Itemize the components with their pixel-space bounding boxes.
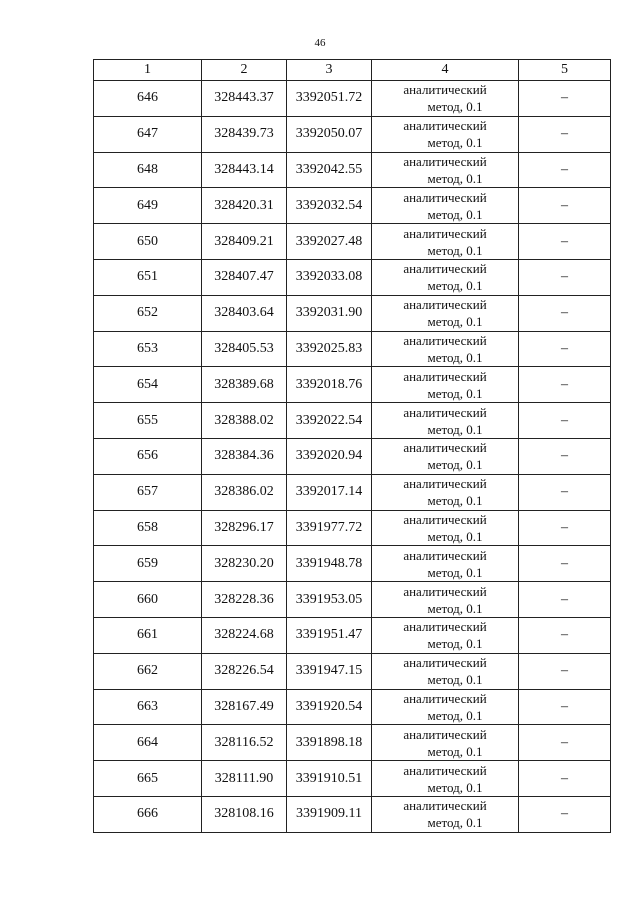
method-text-line-2: метод, 0.1 [427, 815, 483, 831]
method-text-line-2: метод, 0.1 [427, 135, 483, 151]
point-number-cell: 655 [94, 403, 202, 439]
x-coordinate-cell: 328439.73 [202, 116, 287, 152]
method-text-line-2: метод, 0.1 [427, 349, 483, 365]
coordinates-table [93, 59, 611, 833]
method-cell [372, 116, 519, 152]
method-cell [372, 259, 519, 295]
y-coordinate-cell: 3392027.48 [287, 224, 372, 260]
method-text-line-1: аналитический [403, 655, 487, 671]
note-cell: – [519, 582, 611, 618]
x-coordinate-cell: 328230.20 [202, 546, 287, 582]
method-text-line-2: метод, 0.1 [427, 600, 483, 616]
method-cell [372, 653, 519, 689]
column-header-1: 1 [94, 60, 202, 81]
x-coordinate-cell: 328388.02 [202, 403, 287, 439]
table-row [94, 510, 611, 546]
point-number-cell: 665 [94, 761, 202, 797]
method-text-line-2: метод, 0.1 [427, 457, 483, 473]
method-text-line-2: метод, 0.1 [427, 170, 483, 186]
method-cell [372, 403, 519, 439]
table-row [94, 438, 611, 474]
point-number-cell: 648 [94, 152, 202, 188]
method-cell [372, 761, 519, 797]
x-coordinate-cell: 328407.47 [202, 259, 287, 295]
y-coordinate-cell: 3392050.07 [287, 116, 372, 152]
table-row [94, 188, 611, 224]
method-text-line-1: аналитический [403, 583, 487, 599]
table-row [94, 116, 611, 152]
method-cell [372, 582, 519, 618]
method-text-line-2: метод, 0.1 [427, 672, 483, 688]
x-coordinate-cell: 328405.53 [202, 331, 287, 367]
method-text-line-1: аналитический [403, 368, 487, 384]
y-coordinate-cell: 3391909.11 [287, 796, 372, 832]
method-text-line-1: аналитический [403, 440, 487, 456]
method-cell [372, 474, 519, 510]
y-coordinate-cell: 3391920.54 [287, 689, 372, 725]
method-text-line-1: аналитический [403, 118, 487, 134]
y-coordinate-cell: 3392032.54 [287, 188, 372, 224]
y-coordinate-cell: 3391977.72 [287, 510, 372, 546]
method-text-line-1: аналитический [403, 798, 487, 814]
y-coordinate-cell: 3391947.15 [287, 653, 372, 689]
y-coordinate-cell: 3392033.08 [287, 259, 372, 295]
table-header-row [94, 60, 611, 81]
table-row [94, 761, 611, 797]
x-coordinate-cell: 328403.64 [202, 295, 287, 331]
method-text-line-1: аналитический [403, 547, 487, 563]
method-text-line-2: метод, 0.1 [427, 385, 483, 401]
x-coordinate-cell: 328443.37 [202, 81, 287, 117]
method-text-line-1: аналитический [403, 225, 487, 241]
note-cell: – [519, 689, 611, 725]
method-cell [372, 81, 519, 117]
method-text-line-1: аналитический [403, 404, 487, 420]
point-number-cell: 659 [94, 546, 202, 582]
point-number-cell: 654 [94, 367, 202, 403]
y-coordinate-cell: 3392018.76 [287, 367, 372, 403]
y-coordinate-cell: 3392031.90 [287, 295, 372, 331]
method-cell [372, 796, 519, 832]
method-text-line-1: аналитический [403, 189, 487, 205]
table-row [94, 81, 611, 117]
point-number-cell: 653 [94, 331, 202, 367]
note-cell: – [519, 546, 611, 582]
table-body [94, 81, 611, 833]
table-row [94, 152, 611, 188]
table-row [94, 582, 611, 618]
table-row [94, 653, 611, 689]
note-cell: – [519, 152, 611, 188]
point-number-cell: 663 [94, 689, 202, 725]
table-row [94, 617, 611, 653]
method-cell [372, 295, 519, 331]
method-text-line-2: метод, 0.1 [427, 278, 483, 294]
method-text-line-1: аналитический [403, 619, 487, 635]
y-coordinate-cell: 3391898.18 [287, 725, 372, 761]
method-text-line-2: метод, 0.1 [427, 314, 483, 330]
y-coordinate-cell: 3392051.72 [287, 81, 372, 117]
y-coordinate-cell: 3392017.14 [287, 474, 372, 510]
y-coordinate-cell: 3391948.78 [287, 546, 372, 582]
column-header-2: 2 [202, 60, 287, 81]
method-cell [372, 617, 519, 653]
method-cell [372, 510, 519, 546]
point-number-cell: 661 [94, 617, 202, 653]
table-row [94, 403, 611, 439]
x-coordinate-cell: 328108.16 [202, 796, 287, 832]
method-cell [372, 546, 519, 582]
note-cell: – [519, 81, 611, 117]
table-row [94, 295, 611, 331]
method-text-line-1: аналитический [403, 332, 487, 348]
method-text-line-2: метод, 0.1 [427, 707, 483, 723]
table-row [94, 546, 611, 582]
x-coordinate-cell: 328384.36 [202, 438, 287, 474]
note-cell: – [519, 295, 611, 331]
x-coordinate-cell: 328224.68 [202, 617, 287, 653]
method-text-line-2: метод, 0.1 [427, 99, 483, 115]
note-cell: – [519, 259, 611, 295]
method-cell [372, 367, 519, 403]
point-number-cell: 666 [94, 796, 202, 832]
point-number-cell: 656 [94, 438, 202, 474]
note-cell: – [519, 653, 611, 689]
point-number-cell: 646 [94, 81, 202, 117]
table-row [94, 689, 611, 725]
method-text-line-2: метод, 0.1 [427, 636, 483, 652]
method-text-line-1: аналитический [403, 690, 487, 706]
point-number-cell: 658 [94, 510, 202, 546]
method-cell [372, 725, 519, 761]
point-number-cell: 651 [94, 259, 202, 295]
y-coordinate-cell: 3392025.83 [287, 331, 372, 367]
table-row [94, 224, 611, 260]
method-text-line-2: метод, 0.1 [427, 528, 483, 544]
x-coordinate-cell: 328226.54 [202, 653, 287, 689]
method-cell [372, 152, 519, 188]
method-text-line-2: метод, 0.1 [427, 206, 483, 222]
x-coordinate-cell: 328228.36 [202, 582, 287, 618]
method-text-line-1: аналитический [403, 762, 487, 778]
method-cell [372, 438, 519, 474]
method-cell [372, 331, 519, 367]
note-cell: – [519, 116, 611, 152]
method-cell [372, 188, 519, 224]
note-cell: – [519, 617, 611, 653]
method-text-line-1: аналитический [403, 153, 487, 169]
method-text-line-2: метод, 0.1 [427, 564, 483, 580]
note-cell: – [519, 331, 611, 367]
x-coordinate-cell: 328443.14 [202, 152, 287, 188]
point-number-cell: 650 [94, 224, 202, 260]
note-cell: – [519, 438, 611, 474]
y-coordinate-cell: 3392042.55 [287, 152, 372, 188]
point-number-cell: 647 [94, 116, 202, 152]
note-cell: – [519, 725, 611, 761]
method-text-line-2: метод, 0.1 [427, 493, 483, 509]
x-coordinate-cell: 328116.52 [202, 725, 287, 761]
method-cell [372, 689, 519, 725]
table-row [94, 725, 611, 761]
column-header-3: 3 [287, 60, 372, 81]
note-cell: – [519, 761, 611, 797]
y-coordinate-cell: 3392022.54 [287, 403, 372, 439]
y-coordinate-cell: 3391951.47 [287, 617, 372, 653]
x-coordinate-cell: 328420.31 [202, 188, 287, 224]
column-header-5: 5 [519, 60, 611, 81]
y-coordinate-cell: 3391910.51 [287, 761, 372, 797]
x-coordinate-cell: 328296.17 [202, 510, 287, 546]
note-cell: – [519, 188, 611, 224]
x-coordinate-cell: 328111.90 [202, 761, 287, 797]
table-row [94, 474, 611, 510]
point-number-cell: 662 [94, 653, 202, 689]
method-text-line-1: аналитический [403, 82, 487, 98]
method-text-line-1: аналитический [403, 511, 487, 527]
method-cell [372, 224, 519, 260]
note-cell: – [519, 224, 611, 260]
note-cell: – [519, 796, 611, 832]
point-number-cell: 660 [94, 582, 202, 618]
method-text-line-2: метод, 0.1 [427, 242, 483, 258]
table-row [94, 331, 611, 367]
method-text-line-2: метод, 0.1 [427, 779, 483, 795]
y-coordinate-cell: 3392020.94 [287, 438, 372, 474]
note-cell: – [519, 403, 611, 439]
point-number-cell: 664 [94, 725, 202, 761]
point-number-cell: 657 [94, 474, 202, 510]
table-row [94, 367, 611, 403]
point-number-cell: 652 [94, 295, 202, 331]
method-text-line-1: аналитический [403, 476, 487, 492]
table-row [94, 796, 611, 832]
x-coordinate-cell: 328386.02 [202, 474, 287, 510]
point-number-cell: 649 [94, 188, 202, 224]
column-header-4: 4 [372, 60, 519, 81]
note-cell: – [519, 474, 611, 510]
y-coordinate-cell: 3391953.05 [287, 582, 372, 618]
method-text-line-1: аналитический [403, 726, 487, 742]
method-text-line-1: аналитический [403, 297, 487, 313]
x-coordinate-cell: 328389.68 [202, 367, 287, 403]
x-coordinate-cell: 328409.21 [202, 224, 287, 260]
page-number: 46 [314, 37, 326, 49]
method-text-line-2: метод, 0.1 [427, 743, 483, 759]
note-cell: – [519, 367, 611, 403]
table-row [94, 259, 611, 295]
method-text-line-1: аналитический [403, 261, 487, 277]
x-coordinate-cell: 328167.49 [202, 689, 287, 725]
method-text-line-2: метод, 0.1 [427, 421, 483, 437]
note-cell: – [519, 510, 611, 546]
